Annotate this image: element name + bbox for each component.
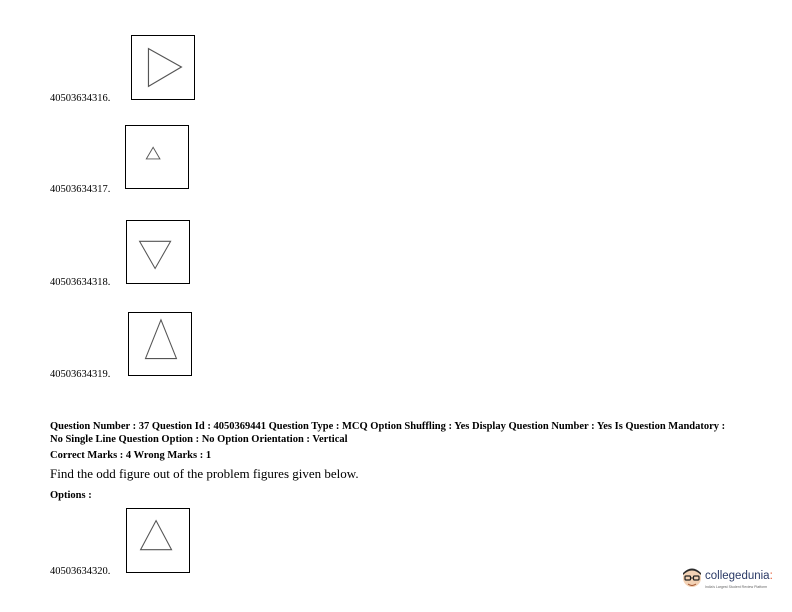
- logo-wordmark: collegedunia:: [705, 570, 773, 582]
- option-id: 40503634319.: [50, 369, 111, 380]
- option-id: 40503634317.: [50, 184, 111, 195]
- triangle-pointing-up-icon: [127, 509, 189, 572]
- question-marks: Correct Marks : 4 Wrong Marks : 1: [50, 450, 212, 461]
- question-text: Find the odd figure out of the problem figures given below.: [50, 466, 359, 481]
- option-figure-box: [126, 508, 190, 573]
- triangle-pointing-down-icon: [127, 221, 189, 283]
- triangle-pointing-up-tall-icon: [129, 313, 191, 375]
- option-figure-box: [131, 35, 195, 100]
- option-figure-box: [128, 312, 192, 376]
- logo-tagline: India's Largest Student Review Platform: [705, 585, 768, 589]
- question-meta: Question Number : 37 Question Id : 4050369441 Question Type : MCQ Option Shuffling : Yes Display Question Number : Yes Is Question Mandatory : No Single Line Question Option : No Option Orientation : Vertical: [50, 421, 726, 445]
- student-avatar-icon: [680, 565, 704, 589]
- option-id: 40503634318.: [50, 277, 111, 288]
- collegedunia-logo: [680, 565, 780, 595]
- triangle-pointing-right-large-icon: [132, 36, 194, 99]
- triangle-pointing-up-small-icon: [126, 126, 188, 188]
- option-id: 40503634316.: [50, 93, 111, 104]
- options-label: Options :: [50, 490, 92, 501]
- option-figure-box: [125, 125, 189, 189]
- option-figure-box: [126, 220, 190, 284]
- option-id: 40503634320.: [50, 566, 111, 577]
